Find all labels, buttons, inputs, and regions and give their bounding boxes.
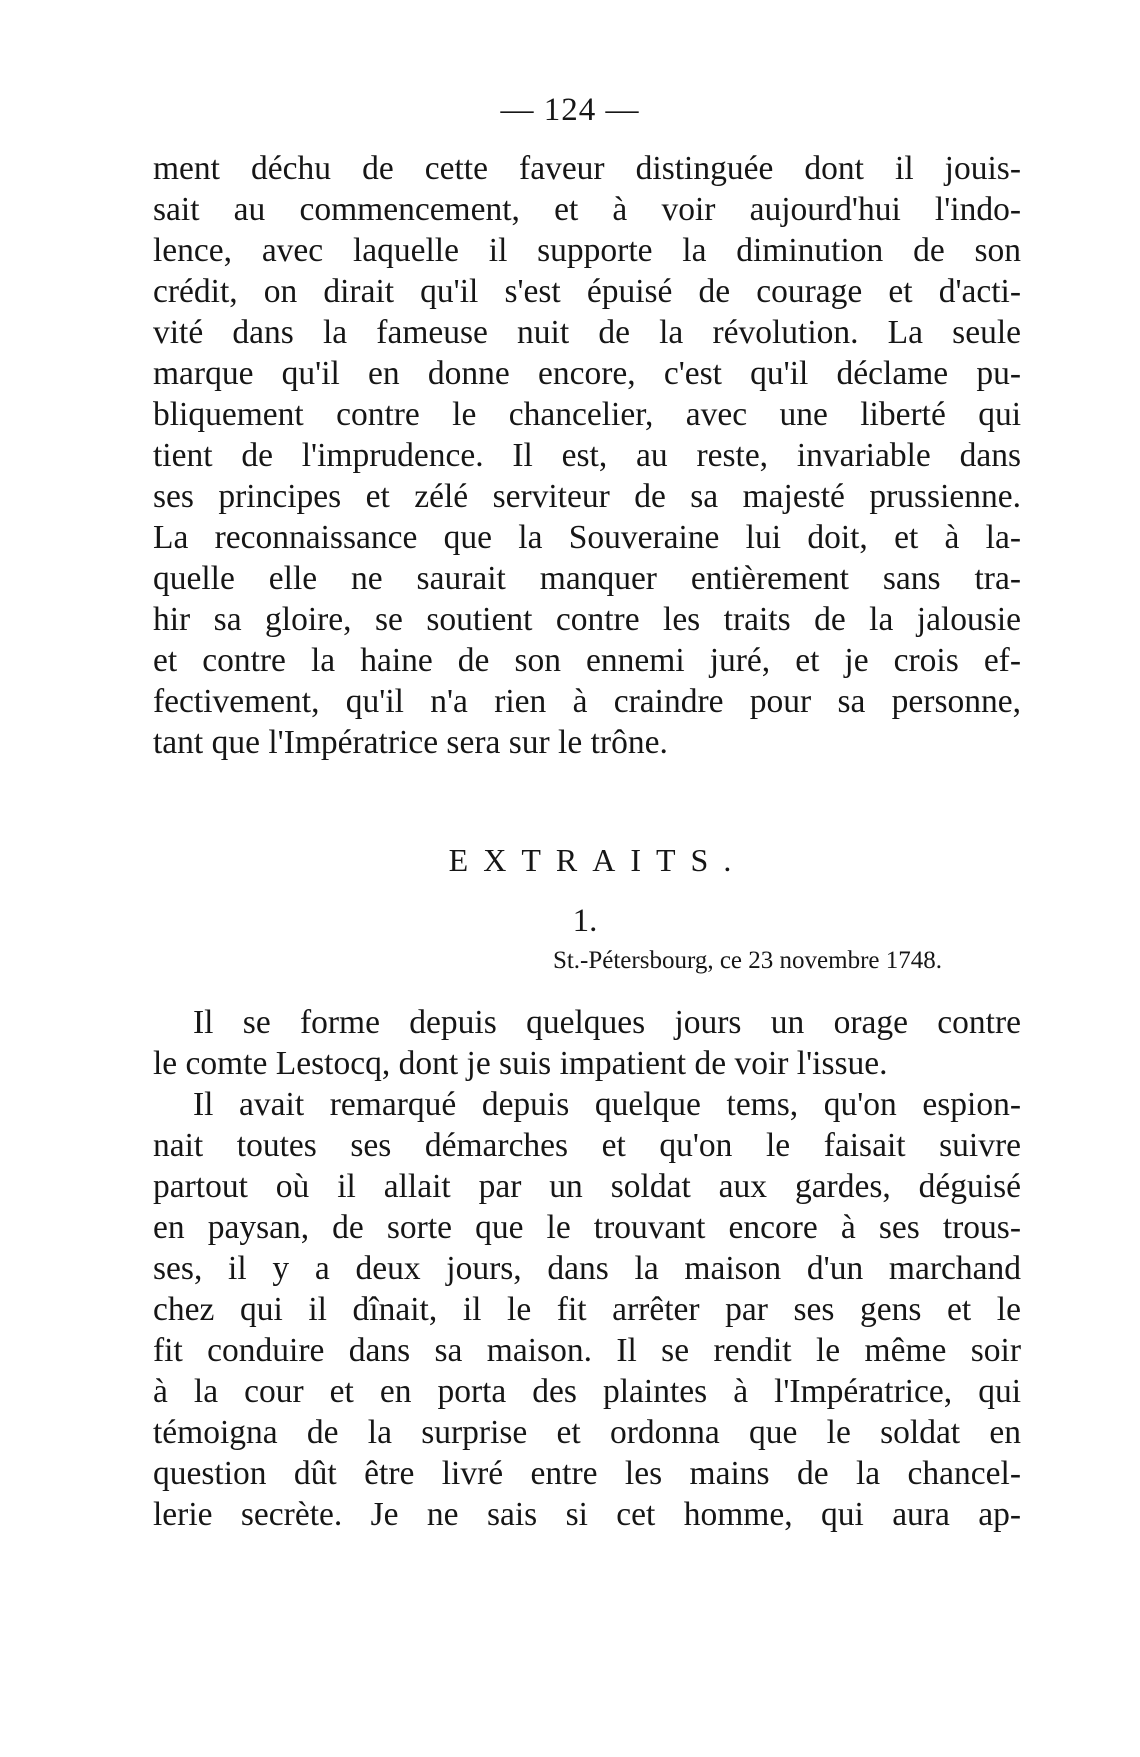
- text-line: hir sa gloire, se soutient contre les traits de la jalousie: [153, 601, 1021, 638]
- text-line: et contre la haine de son ennemi juré, et je crois ef-: [153, 642, 1021, 679]
- text-line: Il se forme depuis quelques jours un orage contre: [193, 1004, 1021, 1041]
- text-line: nait toutes ses démarches et qu'on le faisait suivre: [153, 1127, 1021, 1164]
- text-line: chez qui il dînait, il le fit arrêter par ses gens et le: [153, 1291, 1021, 1328]
- letter-paragraph: [153, 1002, 1021, 1535]
- text-line: fit conduire dans sa maison. Il se rendit le même soir: [153, 1332, 1021, 1369]
- paragraph-continued: [153, 148, 1021, 763]
- section-heading: EXTRAITS.: [448, 842, 747, 878]
- text-line: partout où il allait par un soldat aux gardes, déguisé: [153, 1168, 1021, 1205]
- text-line: ment déchu de cette faveur distinguée dont il jouis-: [153, 150, 1021, 187]
- text-line: vité dans la fameuse nuit de la révolution. La seule: [153, 314, 1021, 351]
- text-line: Il avait remarqué depuis quelque tems, qu'on espion-: [193, 1086, 1021, 1123]
- text-line: à la cour et en porta des plaintes à l'Impératrice, qui: [153, 1373, 1021, 1410]
- text-line: ses principes et zélé serviteur de sa majesté prussienne.: [153, 478, 1021, 515]
- text-line: témoigna de la surprise et ordonna que le soldat en: [153, 1414, 1021, 1451]
- dateline: St.-Pétersbourg, ce 23 novembre 1748.: [552, 947, 942, 974]
- text-line: sait au commencement, et à voir aujourd'hui l'indo-: [153, 191, 1021, 228]
- section-number: 1.: [572, 903, 598, 939]
- text-line: question dût être livré entre les mains de la chancel-: [153, 1455, 1021, 1492]
- text-line: fectivement, qu'il n'a rien à craindre pour sa personne,: [153, 683, 1021, 720]
- text-line: lerie secrète. Je ne sais si cet homme, qui aura ap-: [153, 1496, 1021, 1533]
- text-line: le comte Lestocq, dont je suis impatient de voir l'issue.: [153, 1045, 888, 1082]
- text-line: lence, avec laquelle il supporte la diminution de son: [153, 232, 1021, 269]
- text-line: tient de l'imprudence. Il est, au reste, invariable dans: [153, 437, 1021, 474]
- text-line: crédit, on dirait qu'il s'est épuisé de courage et d'acti-: [153, 273, 1021, 310]
- text-line: marque qu'il en donne encore, c'est qu'il déclame pu-: [153, 355, 1021, 392]
- text-line: ses, il y a deux jours, dans la maison d'un marchand: [153, 1250, 1021, 1287]
- text-line: La reconnaissance que la Souveraine lui doit, et à la-: [153, 519, 1021, 556]
- text-line: quelle elle ne saurait manquer entièrement sans tra-: [153, 560, 1021, 597]
- text-line: tant que l'Impératrice sera sur le trône.: [153, 724, 668, 761]
- page-number: — 124 —: [500, 92, 640, 128]
- text-line: en paysan, de sorte que le trouvant encore à ses trous-: [153, 1209, 1021, 1246]
- text-line: bliquement contre le chancelier, avec une liberté qui: [153, 396, 1021, 433]
